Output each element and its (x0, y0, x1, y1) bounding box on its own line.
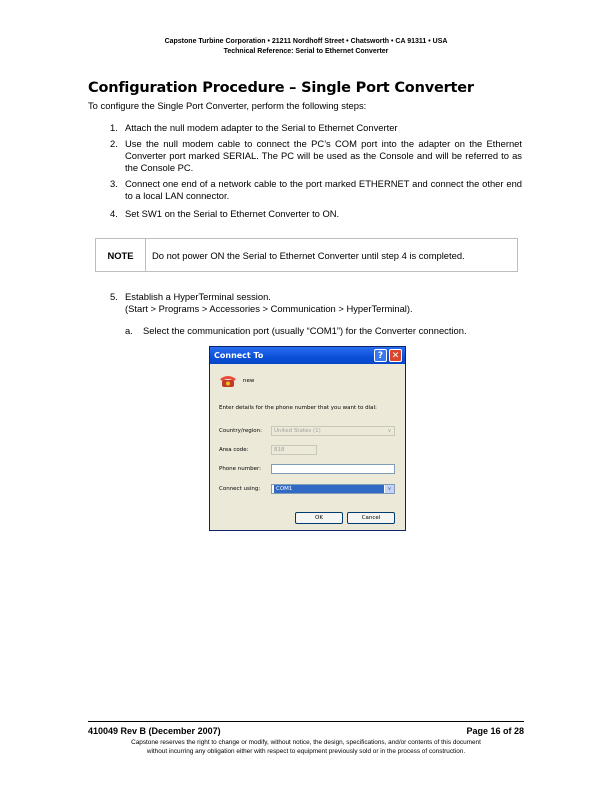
phone-icon (219, 374, 237, 388)
header-doc-title: Technical Reference: Serial to Ethernet Converter (223, 47, 389, 55)
step-item (88, 208, 522, 220)
section-title: Configuration Procedure – Single Port Converter (88, 80, 474, 96)
step-number: 2. (110, 138, 118, 149)
disclaimer-line1: Capstone reserves the right to change or modify, without notice, the design, specifications, and/or contents of this document (131, 739, 481, 746)
substep-a (125, 325, 467, 336)
cancel-button[interactable]: Cancel (347, 512, 395, 524)
disclaimer-line2: without incurring any obligation either with respect to equipment previously sold or in the process of construction. (146, 748, 466, 755)
step-item (88, 138, 522, 174)
step-text: Set SW1 on the Serial to Ethernet Converter to ON. (125, 208, 340, 219)
country-value: United States (1) (274, 428, 321, 434)
section-intro: To configure the Single Port Converter, perform the following steps: (88, 100, 367, 111)
note-text: Do not power ON the Serial to Ethernet Converter until step 4 is completed. (152, 249, 465, 261)
phone-number-input[interactable] (271, 464, 395, 474)
area-code-input[interactable] (271, 445, 317, 455)
note-label: NOTE (96, 239, 146, 271)
footer-divider (88, 721, 524, 722)
step-item (88, 122, 522, 134)
footer-disclaimer (0, 738, 612, 756)
area-code-label: Area code: (219, 447, 249, 453)
connect-using-label: Connect using: (219, 486, 261, 492)
chevron-down-icon[interactable]: ∨ (387, 428, 392, 434)
step-text: Use the null modem cable to connect the PC’s COM port into the adapter on the Ethernet Converter port marked SERIAL. The PC will be used as the Console and will be referred to as the Console PC. (125, 138, 522, 173)
dialog-titlebar[interactable] (210, 347, 405, 364)
country-label: Country/region: (219, 428, 262, 434)
connect-using-select[interactable] (271, 484, 395, 494)
page-number: Page 16 of 28 (466, 726, 524, 736)
note-box (95, 238, 518, 272)
ok-button[interactable]: OK (295, 512, 343, 524)
connect-using-value: COM1 (274, 485, 394, 493)
substep-letter: a. (125, 325, 133, 336)
close-icon[interactable]: ✕ (389, 349, 402, 362)
step-number: 3. (110, 178, 118, 189)
step5-line1: Establish a HyperTerminal session. (125, 291, 271, 302)
header-address: Capstone Turbine Corporation • 21211 Nordhoff Street • Chatsworth • CA 91311 • USA (164, 38, 448, 45)
step-number: 4. (110, 208, 118, 219)
phone-number-label: Phone number: (219, 466, 262, 472)
step-text: Attach the null modem adapter to the Serial to Ethernet Converter (125, 122, 398, 133)
step-number: 1. (110, 122, 118, 133)
chevron-down-icon[interactable]: ∨ (384, 485, 394, 493)
step-text: Connect one end of a network cable to the port marked ETHERNET and connect the other end to a local LAN connector. (125, 178, 522, 201)
step-list (88, 122, 522, 224)
area-code-value: 818 (274, 447, 285, 453)
page-header (0, 37, 612, 56)
connection-name: new (243, 378, 255, 384)
dialog-prompt: Enter details for the phone number that you want to dial: (219, 405, 377, 411)
substep-text: Select the communication port (usually “COM1”) for the Converter connection. (143, 325, 467, 336)
step-number: 5. (110, 291, 118, 302)
dialog-title: Connect To (214, 351, 264, 360)
step-item (88, 178, 522, 202)
connect-to-dialog (209, 346, 406, 531)
step5-line2: (Start > Programs > Accessories > Communication > HyperTerminal). (125, 303, 413, 314)
country-select[interactable] (271, 426, 395, 436)
step-item-5 (88, 291, 522, 315)
help-icon[interactable]: ? (374, 349, 387, 362)
document-id: 410049 Rev B (December 2007) (88, 726, 221, 736)
